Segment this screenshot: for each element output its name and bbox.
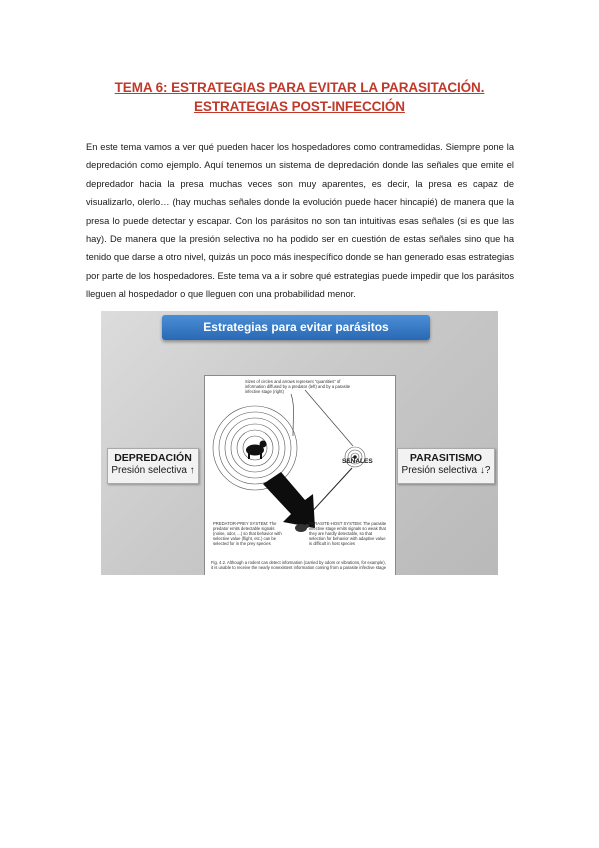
figure-caption: Fig. 4.2. Although a rodent can detect information (carried by odors or vibrations, for example), it is unable to receive the nearly nonexistent information coming from a parasite infective stage — [211, 560, 387, 570]
signals-label: SEÑALES — [342, 458, 373, 465]
big-signal-arrow — [263, 472, 315, 528]
diagram-top-caption: Sizes of circles and arrows represent "quantities" of information diffused by a predator (left) and by a parasite infective stage (right) — [245, 379, 351, 394]
figure-slide — [101, 311, 498, 575]
predation-box — [107, 448, 199, 484]
rodent-icon — [295, 524, 309, 532]
parasitism-subtext: Presión selectiva ↓? — [401, 465, 491, 476]
figure-banner: Estrategias para evitar parásitos — [162, 315, 430, 340]
parasitism-heading: PARASITISMO — [409, 452, 483, 464]
predation-subtext: Presión selectiva ↑ — [111, 465, 195, 476]
predation-heading: DEPREDACIÓN — [114, 452, 192, 464]
predator-prey-text: PREDATOR-PREY SYSTEM: The predator emits detectable signals (noise, odor, ...) so that behavior with selective value (flight, etc.) can be selected for in the prey species — [213, 521, 282, 546]
body-paragraph: En este tema vamos a ver qué pueden hacer los hospedadores como contramedidas. Siempre pone la depredación como ejemplo. Aquí tenemos un sistema de depredación donde las señales que emite el depredador hacia la presa muchas veces son muy aparentes, es decir, la presa es capaz de visualizarlo, olerlo… (hay muchas señales donde la evolución puede hacer hincapié) de manera que la presa lo puede detectar y escapar. Con los parásitos no son tan intuitivas esas señales (si es que las hay). De manera que la presión selectiva no ha podido ser en cuestión de estas señales sino que ha tenido que darse a otro nivel, quizás un poco más inespecífico donde se han generado esas estrategias por parte de los hospedadores. Este tema va a ir sobre qué estrategias puede impedir que los parásitos lleguen al hospedador o que lleguen con una probabilidad menor. — [86, 142, 514, 300]
parasitism-box — [397, 448, 495, 484]
page-title-line-2: ESTRATEGIAS POST-INFECCIÓN — [194, 99, 405, 114]
diagram-panel — [204, 375, 396, 575]
page-title-line-1: TEMA 6: ESTRATEGIAS PARA EVITAR LA PARASITACIÓN. — [114, 80, 485, 95]
parasite-host-text: PARASITE-HOST SYSTEM: The parasite infective stage emits signals so weak that they are hardly detectable, so that selection for behavior with adaptive value is difficult in host species — [309, 521, 387, 546]
